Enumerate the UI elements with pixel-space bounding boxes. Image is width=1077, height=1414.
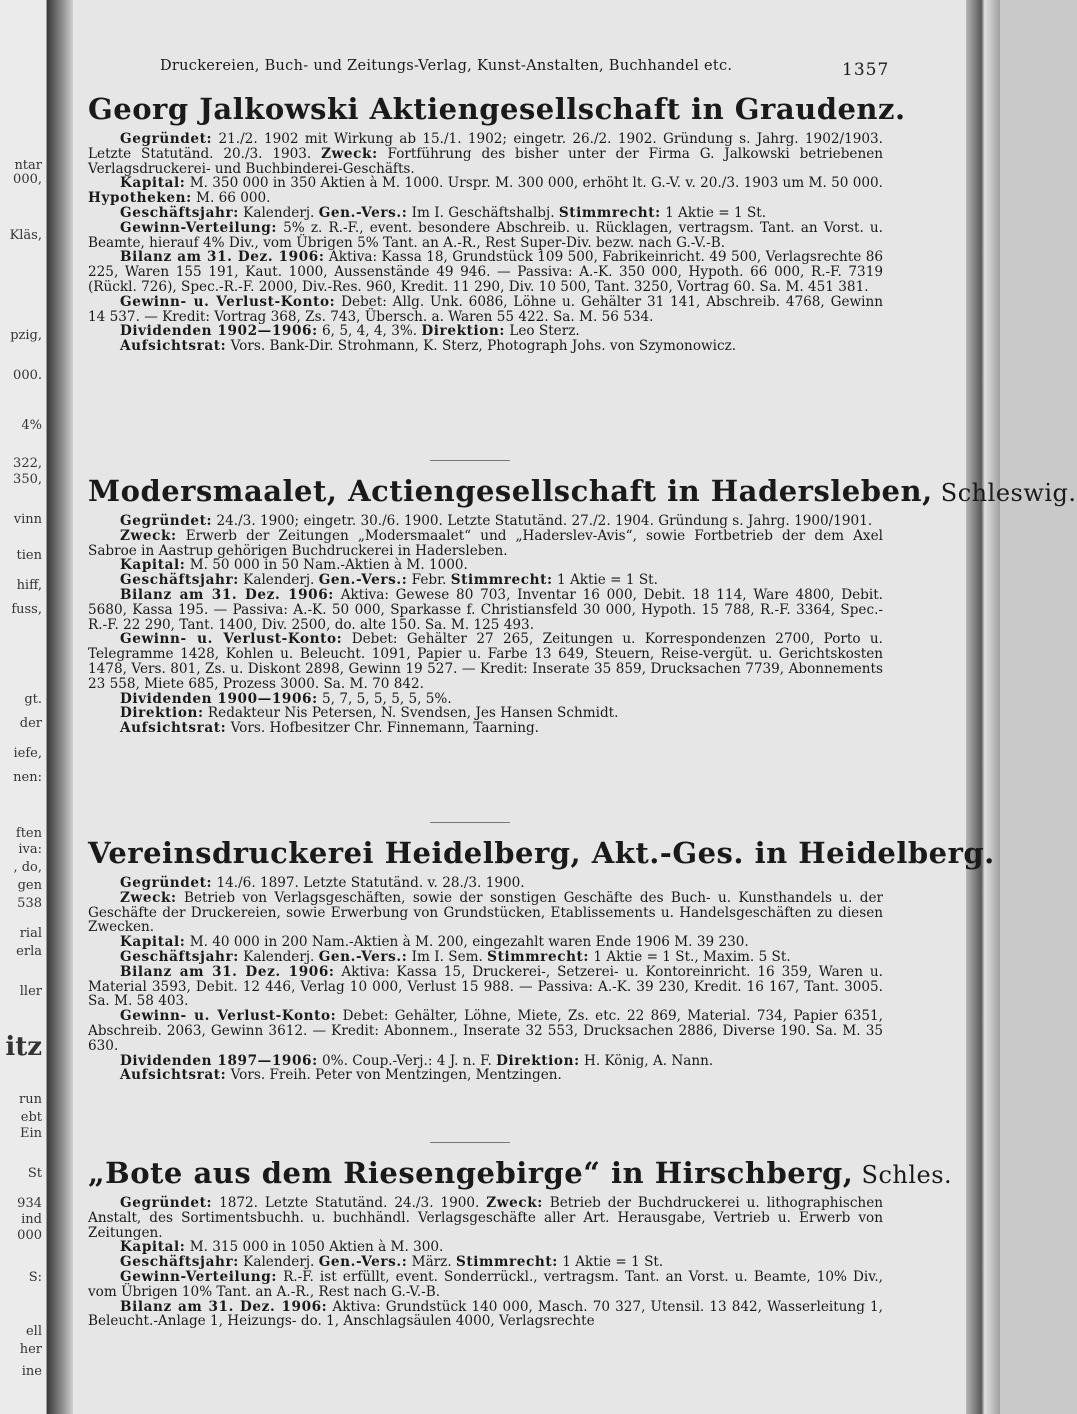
entry-paragraph	[88, 1240, 883, 1255]
field-value: 14./6. 1897. Letzte Statutänd. v. 28./3. 1900.	[212, 875, 525, 891]
company-title	[88, 836, 995, 870]
field-label: Zweck:	[486, 1195, 543, 1211]
field-label: Zweck:	[120, 527, 177, 544]
field-label: Kapital:	[120, 557, 186, 574]
company-title	[88, 1156, 953, 1190]
entry-paragraph	[88, 176, 883, 206]
field-label: Bilanz am 31. Dez. 1906:	[120, 1298, 328, 1315]
company-title	[88, 474, 1077, 508]
margin-fragment: 934	[17, 1196, 42, 1211]
field-label: Direktion:	[421, 323, 505, 340]
margin-fragment: ller	[19, 984, 42, 999]
entry-paragraph	[88, 529, 883, 559]
field-label: Aufsichtsrat:	[120, 720, 227, 737]
entry-paragraph	[88, 324, 883, 339]
field-label: Aufsichtsrat:	[120, 338, 227, 355]
entry-paragraph	[88, 876, 883, 891]
field-value: 0%. Coup.-Verj.: 4 J. n. F.	[317, 1052, 497, 1069]
entry-paragraph	[88, 1068, 883, 1083]
field-value: M. 66 000.	[191, 190, 271, 207]
entry-paragraph	[88, 1300, 883, 1330]
field-label: Direktion:	[496, 1052, 580, 1069]
margin-fragment: 322,	[13, 456, 42, 471]
company-entry-vereinsdruckerei	[88, 836, 995, 1084]
book-gutter	[47, 0, 73, 1414]
field-value: 21./2. 1902 mit Wirkung ab 15./1. 1902; eingetr. 26./2. 1902. Gründung s. Jahrg. 1902/1903. Letzte Statutänd. 20./3. 1903.	[88, 131, 883, 162]
running-header: Druckereien, Buch- und Zeitungs-Verlag, Kunst-Anstalten, Buchhandel etc.	[160, 58, 733, 74]
margin-fragment: ntar	[14, 158, 42, 173]
field-value: Leo Sterz.	[505, 323, 580, 340]
field-label: Dividenden 1897—1906:	[120, 1052, 318, 1069]
company-entry-jalkowski	[88, 92, 906, 355]
field-label: Geschäftsjahr:	[120, 948, 239, 965]
field-label: Stimmrecht:	[558, 204, 661, 221]
entry-paragraph	[88, 132, 883, 176]
field-label: Zweck:	[321, 145, 378, 162]
field-value: 1 Aktie = 1 St.	[552, 572, 658, 589]
margin-fragment: Ein	[19, 1126, 42, 1141]
field-label: Dividenden 1900—1906:	[120, 690, 318, 707]
field-label: Geschäftsjahr:	[120, 204, 239, 221]
margin-fragment: fuss,	[11, 602, 42, 617]
company-title-region: Schleswig.	[932, 479, 1077, 507]
field-value: Debet: Allg. Unk. 6086, Löhne u. Gehälter 31 141, Abschreib. 4768, Gewinn 14 537. — Kredit: Vortrag 368, Zs. 743, Übersch. a. Waren 55 422. Sa. M. 56 534.	[88, 293, 883, 325]
field-value: 1872. Letzte Statutänd. 24./3. 1900.	[212, 1195, 487, 1211]
field-label: Bilanz am 31. Dez. 1906:	[120, 249, 325, 266]
field-label: Stimmrecht:	[487, 948, 590, 965]
field-value: März.	[407, 1254, 456, 1271]
field-label: Hypotheken:	[88, 190, 192, 207]
margin-fragment: der	[19, 716, 42, 731]
field-label: Gegründet:	[120, 513, 213, 529]
margin-fragment: 4%	[21, 418, 42, 433]
field-label: Gegründet:	[120, 1195, 213, 1211]
margin-fragment: vinn	[13, 512, 42, 527]
entry-paragraph	[88, 632, 883, 691]
margin-fragment: 000.	[13, 368, 42, 383]
entry-paragraph	[88, 558, 883, 573]
margin-fragment: tien	[16, 548, 42, 563]
field-label: Gewinn-Verteilung:	[120, 1268, 277, 1285]
entry-separator	[430, 1142, 510, 1143]
margin-fragment: 538	[17, 896, 42, 911]
field-value: Betrieb von Verlagsgeschäften, sowie der sonstigen Geschäfte des Buch- u. Kunsthandels u. der Geschäfte der Druckereien, sowie Erwerbung von Grundstücken, Etablissements u. Handelsgeschäften zu diesen Zwecken.	[88, 889, 883, 936]
field-value: Im I. Geschäftshalbj.	[407, 204, 559, 221]
entry-paragraph	[88, 950, 883, 965]
field-label: Geschäftsjahr:	[120, 572, 239, 589]
field-value: Redakteur Nis Petersen, N. Svendsen, Jes Hansen Schmidt.	[203, 705, 619, 722]
field-value: Kalenderj.	[238, 572, 319, 589]
margin-fragment: 000,	[13, 172, 42, 187]
field-value: Kalenderj.	[238, 204, 319, 221]
field-value: Erwerb der Zeitungen „Modersmaalet“ und „Haderslev-Avis“, sowie Fortbetrieb der dem Axel Sabroe in Aastrup gehörigen Buchdruckerei in Hadersleben.	[88, 527, 883, 559]
entry-paragraph	[88, 706, 883, 721]
field-label: Gewinn- u. Verlust-Konto:	[120, 293, 336, 310]
margin-fragment: pzig,	[10, 328, 42, 343]
field-label: Gen.-Vers.:	[318, 572, 408, 589]
margin-fragment: her	[19, 1342, 42, 1357]
field-label: Gen.-Vers.:	[318, 204, 408, 221]
margin-fragment: ine	[21, 1364, 42, 1379]
field-value: Betrieb der Buchdruckerei u. lithographischen Anstalt, des Sortimentsbuchh. u. buchhändl. Verlagsgeschäfte aller Art. Herausgabe, Vertrieb u. Erwerb von Zeitungen.	[88, 1195, 883, 1241]
company-title-text: „Bote aus dem Riesengebirge“ in Hirschberg,	[88, 1156, 854, 1190]
entry-separator	[430, 822, 510, 823]
field-label: Gegründet:	[120, 875, 213, 891]
entry-paragraph	[88, 514, 883, 529]
field-value: H. König, A. Nann.	[579, 1052, 714, 1069]
margin-fragment: S:	[28, 1270, 42, 1285]
entry-paragraph	[88, 891, 883, 935]
field-value: Kalenderj.	[238, 948, 319, 965]
margin-fragment: Kläs,	[9, 228, 42, 243]
field-label: Kapital:	[120, 175, 186, 192]
company-entry-modersmaalet	[88, 474, 1077, 737]
field-value: R.-F. ist erfüllt, event. Sonderrückl., vertragsm. Tant. an Vorst. u. Beamte, 10% Div., vom Übrigen 10% Tant. an A.-R., Rest nach G.-V.-B.	[88, 1268, 883, 1300]
field-label: Dividenden 1902—1906:	[120, 323, 318, 340]
field-label: Gewinn- u. Verlust-Konto:	[120, 631, 343, 648]
field-label: Geschäftsjahr:	[120, 1254, 239, 1271]
field-label: Zweck:	[120, 889, 177, 906]
field-label: Bilanz am 31. Dez. 1906:	[120, 586, 334, 603]
field-value: Debet: Gehälter, Löhne, Miete, Zs. etc. 22 869, Material. 734, Papier 6351, Abschreib. 2063, Gewinn 3612. — Kredit: Abonnem., Inserate 32 553, Drucksachen 2886, Diverse 190. Sa. M. 35 630.	[88, 1008, 883, 1054]
margin-fragment: ebt	[20, 1110, 42, 1125]
field-value: Fortführung des bisher unter der Firma G. Jalkowski betriebenen Verlagsdruckerei- und Buchbinderei-Geschäfts.	[88, 145, 884, 177]
margin-fragment: 350,	[13, 472, 42, 487]
field-value: Aktiva: Kassa 18, Grundstück 109 500, Fabrikeinricht. 49 500, Verlagsrechte 86 225, Waren 155 191, Kaut. 1000, Aussenstände 49 946. — Passiva: A.-K. 350 000, Hypoth. 66 000, R.-F. 7319 (Rückl. 726), Spec.-R.-F. 2000, Div.-Res. 960, Kredit. 11 290, Div. 10 500, Tant. 3250, Vortrag 60. Sa. M. 451 381.	[88, 249, 883, 295]
entry-paragraph	[88, 965, 883, 1009]
margin-fragment: , do,	[13, 860, 42, 875]
entry-paragraph	[88, 721, 883, 736]
field-value: 5, 7, 5, 5, 5, 5, 5%.	[317, 690, 452, 707]
field-value: Vors. Freih. Peter von Mentzingen, Mentzingen.	[226, 1067, 562, 1084]
field-value: Vors. Hofbesitzer Chr. Finnemann, Taarning.	[226, 720, 539, 737]
field-value: M. 50 000 in 50 Nam.-Aktien à M. 1000.	[185, 557, 468, 574]
field-value: Vors. Bank-Dir. Strohmann, K. Sterz, Photograph Johs. von Szymonowicz.	[226, 338, 737, 355]
field-value: Kalenderj.	[238, 1254, 319, 1271]
margin-fragment: rial	[19, 926, 42, 941]
company-title	[88, 92, 906, 126]
entry-paragraph	[88, 1009, 883, 1053]
company-entry-bote-riesengebirge	[88, 1156, 953, 1330]
company-title-region: Schles.	[853, 1161, 953, 1189]
margin-fragment: gen	[17, 878, 42, 893]
field-value: M. 315 000 in 1050 Aktien à M. 300.	[185, 1239, 444, 1256]
margin-fragment: nen:	[13, 770, 42, 785]
field-value: Im I. Sem.	[407, 948, 488, 965]
margin-fragment: 000	[17, 1228, 42, 1243]
margin-fragment: ften	[15, 826, 42, 841]
margin-fragment: erla	[16, 944, 42, 959]
field-value: Febr.	[407, 572, 451, 589]
margin-fragment: gt.	[24, 692, 42, 707]
field-value: 6, 5, 4, 4, 3%.	[317, 323, 422, 340]
company-title-text: Modersmaalet, Actiengesellschaft in Hadersleben,	[88, 474, 933, 508]
field-label: Gen.-Vers.:	[318, 948, 408, 965]
field-value: Debet: Gehälter 27 265, Zeitungen u. Korrespondenzen 2700, Porto u. Telegramme 1428, Kohlen u. Beleucht. 1091, Papier u. Farbe 13 649, Steuern, Reise-vergüt. u. Gerichtskosten 1478, Vers. 801, Zs. u. Diskont 2898, Gewinn 19 527. — Kredit: Inserate 35 859, Drucksachen 7739, Abonnements 23 558, Miete 685, Prozess 3000. Sa. M. 70 842.	[88, 631, 883, 692]
margin-fragment: itz	[5, 1032, 42, 1062]
entry-paragraph	[88, 1196, 883, 1240]
field-value: M. 40 000 in 200 Nam.-Aktien à M. 200, eingezahlt waren Ende 1906 M. 39 230.	[185, 934, 749, 951]
margin-fragment: iva:	[18, 842, 42, 857]
margin-fragment: run	[19, 1092, 42, 1107]
entry-paragraph	[88, 935, 883, 950]
field-value: 24./3. 1900; eingetr. 30./6. 1900. Letzte Statutänd. 27./2. 1904. Gründung s. Jahrg. 1900/1901.	[212, 513, 873, 529]
field-value: Aktiva: Grundstück 140 000, Masch. 70 327, Utensil. 13 842, Wasserleitung 1, Beleucht.-Anlage 1, Heizungs- do. 1, Anschlagsäulen 4000, Verlagsrechte	[88, 1298, 883, 1330]
field-label: Bilanz am 31. Dez. 1906:	[120, 963, 335, 980]
company-title-text: Vereinsdruckerei Heidelberg, Akt.-Ges. in Heidelberg.	[88, 836, 995, 870]
entry-paragraph	[88, 692, 883, 707]
entry-paragraph	[88, 1054, 883, 1069]
field-value: 1 Aktie = 1 St.	[660, 204, 767, 221]
entry-paragraph	[88, 339, 883, 354]
field-label: Gewinn- u. Verlust-Konto:	[120, 1008, 337, 1025]
field-value: 1 Aktie = 1 St., Maxim. 5 St.	[589, 948, 791, 965]
margin-fragment: St	[27, 1166, 42, 1181]
field-label: Kapital:	[120, 1239, 186, 1256]
entry-separator	[430, 460, 510, 461]
entry-paragraph	[88, 221, 883, 251]
entry-paragraph	[88, 250, 883, 294]
company-title-text: Georg Jalkowski Aktiengesellschaft in Graudenz.	[88, 92, 906, 126]
previous-page-margin	[0, 0, 47, 1414]
entry-paragraph	[88, 206, 883, 221]
page-edge	[966, 0, 1000, 1414]
field-label: Gen.-Vers.:	[318, 1254, 408, 1271]
field-value: 1 Aktie = 1 St.	[557, 1254, 664, 1271]
field-value: M. 350 000 in 350 Aktien à M. 1000. Urspr. M. 300 000, erhöht lt. G.-V. v. 20./3. 1903 um M. 50 000.	[185, 175, 883, 192]
page-number: 1357	[842, 60, 890, 80]
field-value: Aktiva: Kassa 15, Druckerei-, Setzerei- u. Kontoreinricht. 16 359, Waren u. Material 3593, Debit. 12 446, Verlag 10 000, Verlust 15 988. — Passiva: A.-K. 39 230, Kredit. 16 167, Tant. 3005. Sa. M. 58 403.	[88, 963, 883, 1010]
entry-paragraph	[88, 588, 883, 632]
field-label: Aufsichtsrat:	[120, 1067, 227, 1084]
field-label: Stimmrecht:	[456, 1254, 558, 1271]
field-label: Stimmrecht:	[450, 572, 553, 589]
margin-fragment: ell	[25, 1324, 42, 1339]
field-label: Direktion:	[120, 705, 204, 722]
entry-paragraph	[88, 1255, 883, 1270]
margin-fragment: ind	[21, 1212, 42, 1227]
field-label: Gegründet:	[120, 131, 213, 147]
entry-paragraph	[88, 573, 883, 588]
margin-fragment: iefe,	[13, 746, 42, 761]
entry-paragraph	[88, 295, 883, 325]
margin-fragment: hiff,	[16, 578, 42, 593]
field-value: 5% z. R.-F., event. besondere Abschreib. u. Rücklagen, vertragsm. Tant. an Vorst. u. Beamte, hierauf 4% Div., vom Übrigen 5% Tant. an A.-R., Rest Super-Div. bezw. nach G.-V.-B.	[88, 219, 883, 251]
entry-paragraph	[88, 1270, 883, 1300]
field-value: Aktiva: Gewese 80 703, Inventar 16 000, Debit. 18 114, Ware 4800, Debit. 5680, Kassa 195. — Passiva: A.-K. 50 000, Sparkasse f. Christiansfeld 30 000, Hypoth. 15 788, R.-F. 3364, Spec.-R.-F. 22 290, Tant. 1400, Div. 2500, do. alte 150. Sa. M. 125 493.	[88, 586, 883, 633]
field-label: Kapital:	[120, 934, 186, 951]
field-label: Gewinn-Verteilung:	[120, 219, 277, 236]
